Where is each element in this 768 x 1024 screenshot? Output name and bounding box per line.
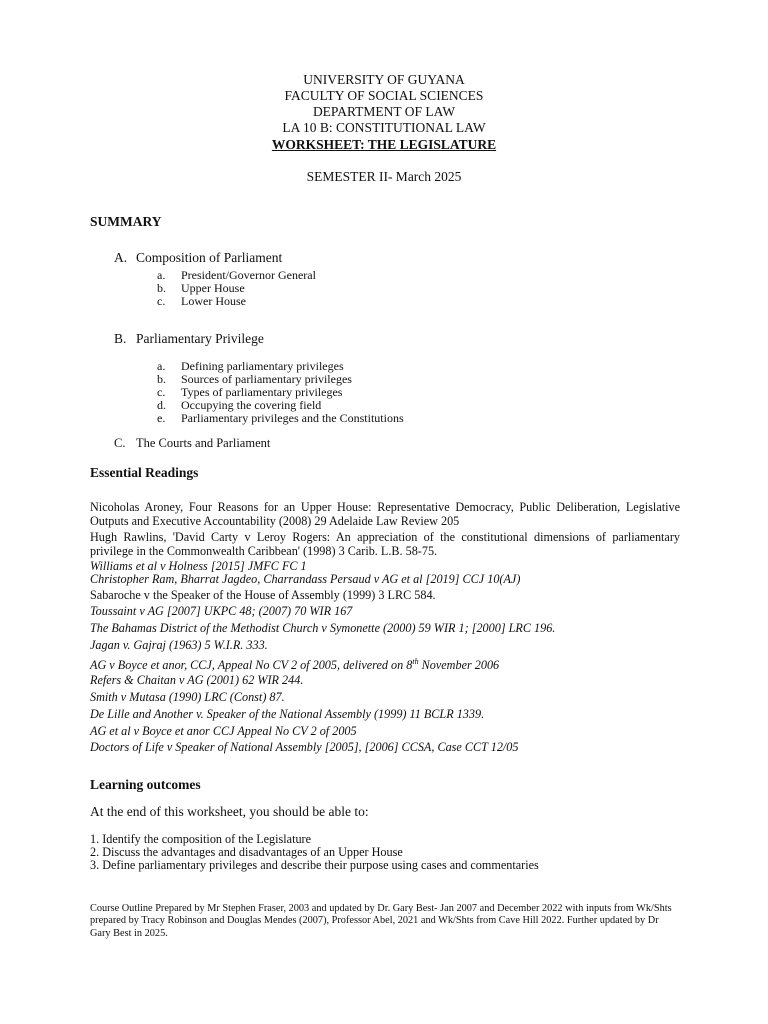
section-c <box>114 436 270 451</box>
university-name: UNIVERSITY OF GUYANA <box>303 72 465 87</box>
semester-line: SEMESTER II- March 2025 <box>306 169 462 184</box>
faculty-name: FACULTY OF SOCIAL SCIENCES <box>284 88 484 103</box>
learning-item: 1. Identify the composition of the Legislature <box>90 832 312 846</box>
summary-heading: SUMMARY <box>90 214 162 229</box>
section-title: Composition of Parliament <box>136 250 283 265</box>
reading-item: Hugh Rawlins, 'David Carty v Leroy Rogers: An appreciation of the constitutional dimensions of parliamentary privilege in the Commonwealth Caribbean' (1998) 3 Carib. L.B. 58-75. <box>90 530 680 558</box>
section-b <box>114 331 264 347</box>
reading-item: Smith v Mutasa (1990) LRC (Const) 87. <box>90 690 285 704</box>
reading-item: Doctors of Life v Speaker of National Assembly [2005], [2006] CCSA, Case CCT 12/05 <box>90 740 519 754</box>
reading-item: Sabaroche v the Speaker of the House of Assembly (1999) 3 LRC 584. <box>90 588 436 602</box>
department-name: DEPARTMENT OF LAW <box>312 104 456 119</box>
readings-heading: Essential Readings <box>90 465 199 480</box>
reading-item: Williams et al v Holness [2015] JMFC FC 1 <box>90 559 307 573</box>
reading-item: Christopher Ram, Bharrat Jagdeo, Charrandass Persaud v AG et al [2019] CCJ 10(AJ) <box>90 572 521 586</box>
reading-item: De Lille and Another v. Speaker of the National Assembly (1999) 11 BCLR 1339. <box>90 707 485 721</box>
learning-intro: At the end of this worksheet, you should be able to: <box>90 804 369 819</box>
reading-item: Toussaint v AG [2007] UKPC 48; (2007) 70 WIR 167 <box>90 604 353 618</box>
section-title: Parliamentary Privilege <box>136 331 264 346</box>
list-item: b. Sources of parliamentary privileges <box>157 372 352 386</box>
list-item: c. Types of parliamentary privileges <box>157 385 343 399</box>
learning-item: 3. Define parliamentary privileges and describe their purpose using cases and commentaries <box>90 858 539 872</box>
learning-item: 2. Discuss the advantages and disadvantages of an Upper House <box>90 845 403 859</box>
list-item: a. President/Governor General <box>157 268 316 282</box>
section-letter: B. <box>114 331 127 346</box>
list-item: d. Occupying the covering field <box>157 398 322 412</box>
list-item: a. Defining parliamentary privileges <box>157 359 344 373</box>
list-item: e. Parliamentary privileges and the Constitutions <box>157 411 404 425</box>
list-item: b. Upper House <box>157 281 245 295</box>
section-a <box>114 250 282 266</box>
worksheet-title: WORKSHEET: THE LEGISLATURE <box>271 137 497 152</box>
section-title: The Courts and Parliament <box>136 436 271 450</box>
reading-item: AG et al v Boyce et anor CCJ Appeal No CV 2 of 2005 <box>90 724 357 738</box>
course-title: LA 10 B: CONSTITUTIONAL LAW <box>282 120 486 135</box>
reading-item: The Bahamas District of the Methodist Church v Symonette (2000) 59 WIR 1; [2000] LRC 196. <box>90 621 556 635</box>
section-letter: A. <box>114 250 128 265</box>
reading-item: Jagan v. Gajraj (1963) 5 W.I.R. 333. <box>90 638 268 652</box>
reading-item: AG v Boyce et anor, CCJ, Appeal No CV 2 of 2005, delivered on 8th November 2006 <box>90 657 500 673</box>
list-item: c. Lower House <box>157 294 246 308</box>
reading-item: Refers & Chaitan v AG (2001) 62 WIR 244. <box>90 673 304 687</box>
learning-heading: Learning outcomes <box>90 777 201 792</box>
section-letter: C. <box>114 436 126 450</box>
course-outline-credits: Course Outline Prepared by Mr Stephen Fraser, 2003 and updated by Dr. Gary Best- Jan 2007 and December 2022 with inputs from Wk/Shts prepared by Tracy Robinson and Douglas Mendes (2007), Professor Abel, 2021 and Wk/Shts from Cave Hill 2022. Further updated by Dr Gary Best in 2025. <box>90 903 672 939</box>
reading-item: Nicoholas Aroney, Four Reasons for an Upper House: Representative Democracy, Public Deliberation, Legislative Outputs and Executive Accountability (2008) 29 Adelaide Law Review 205 <box>90 500 680 528</box>
